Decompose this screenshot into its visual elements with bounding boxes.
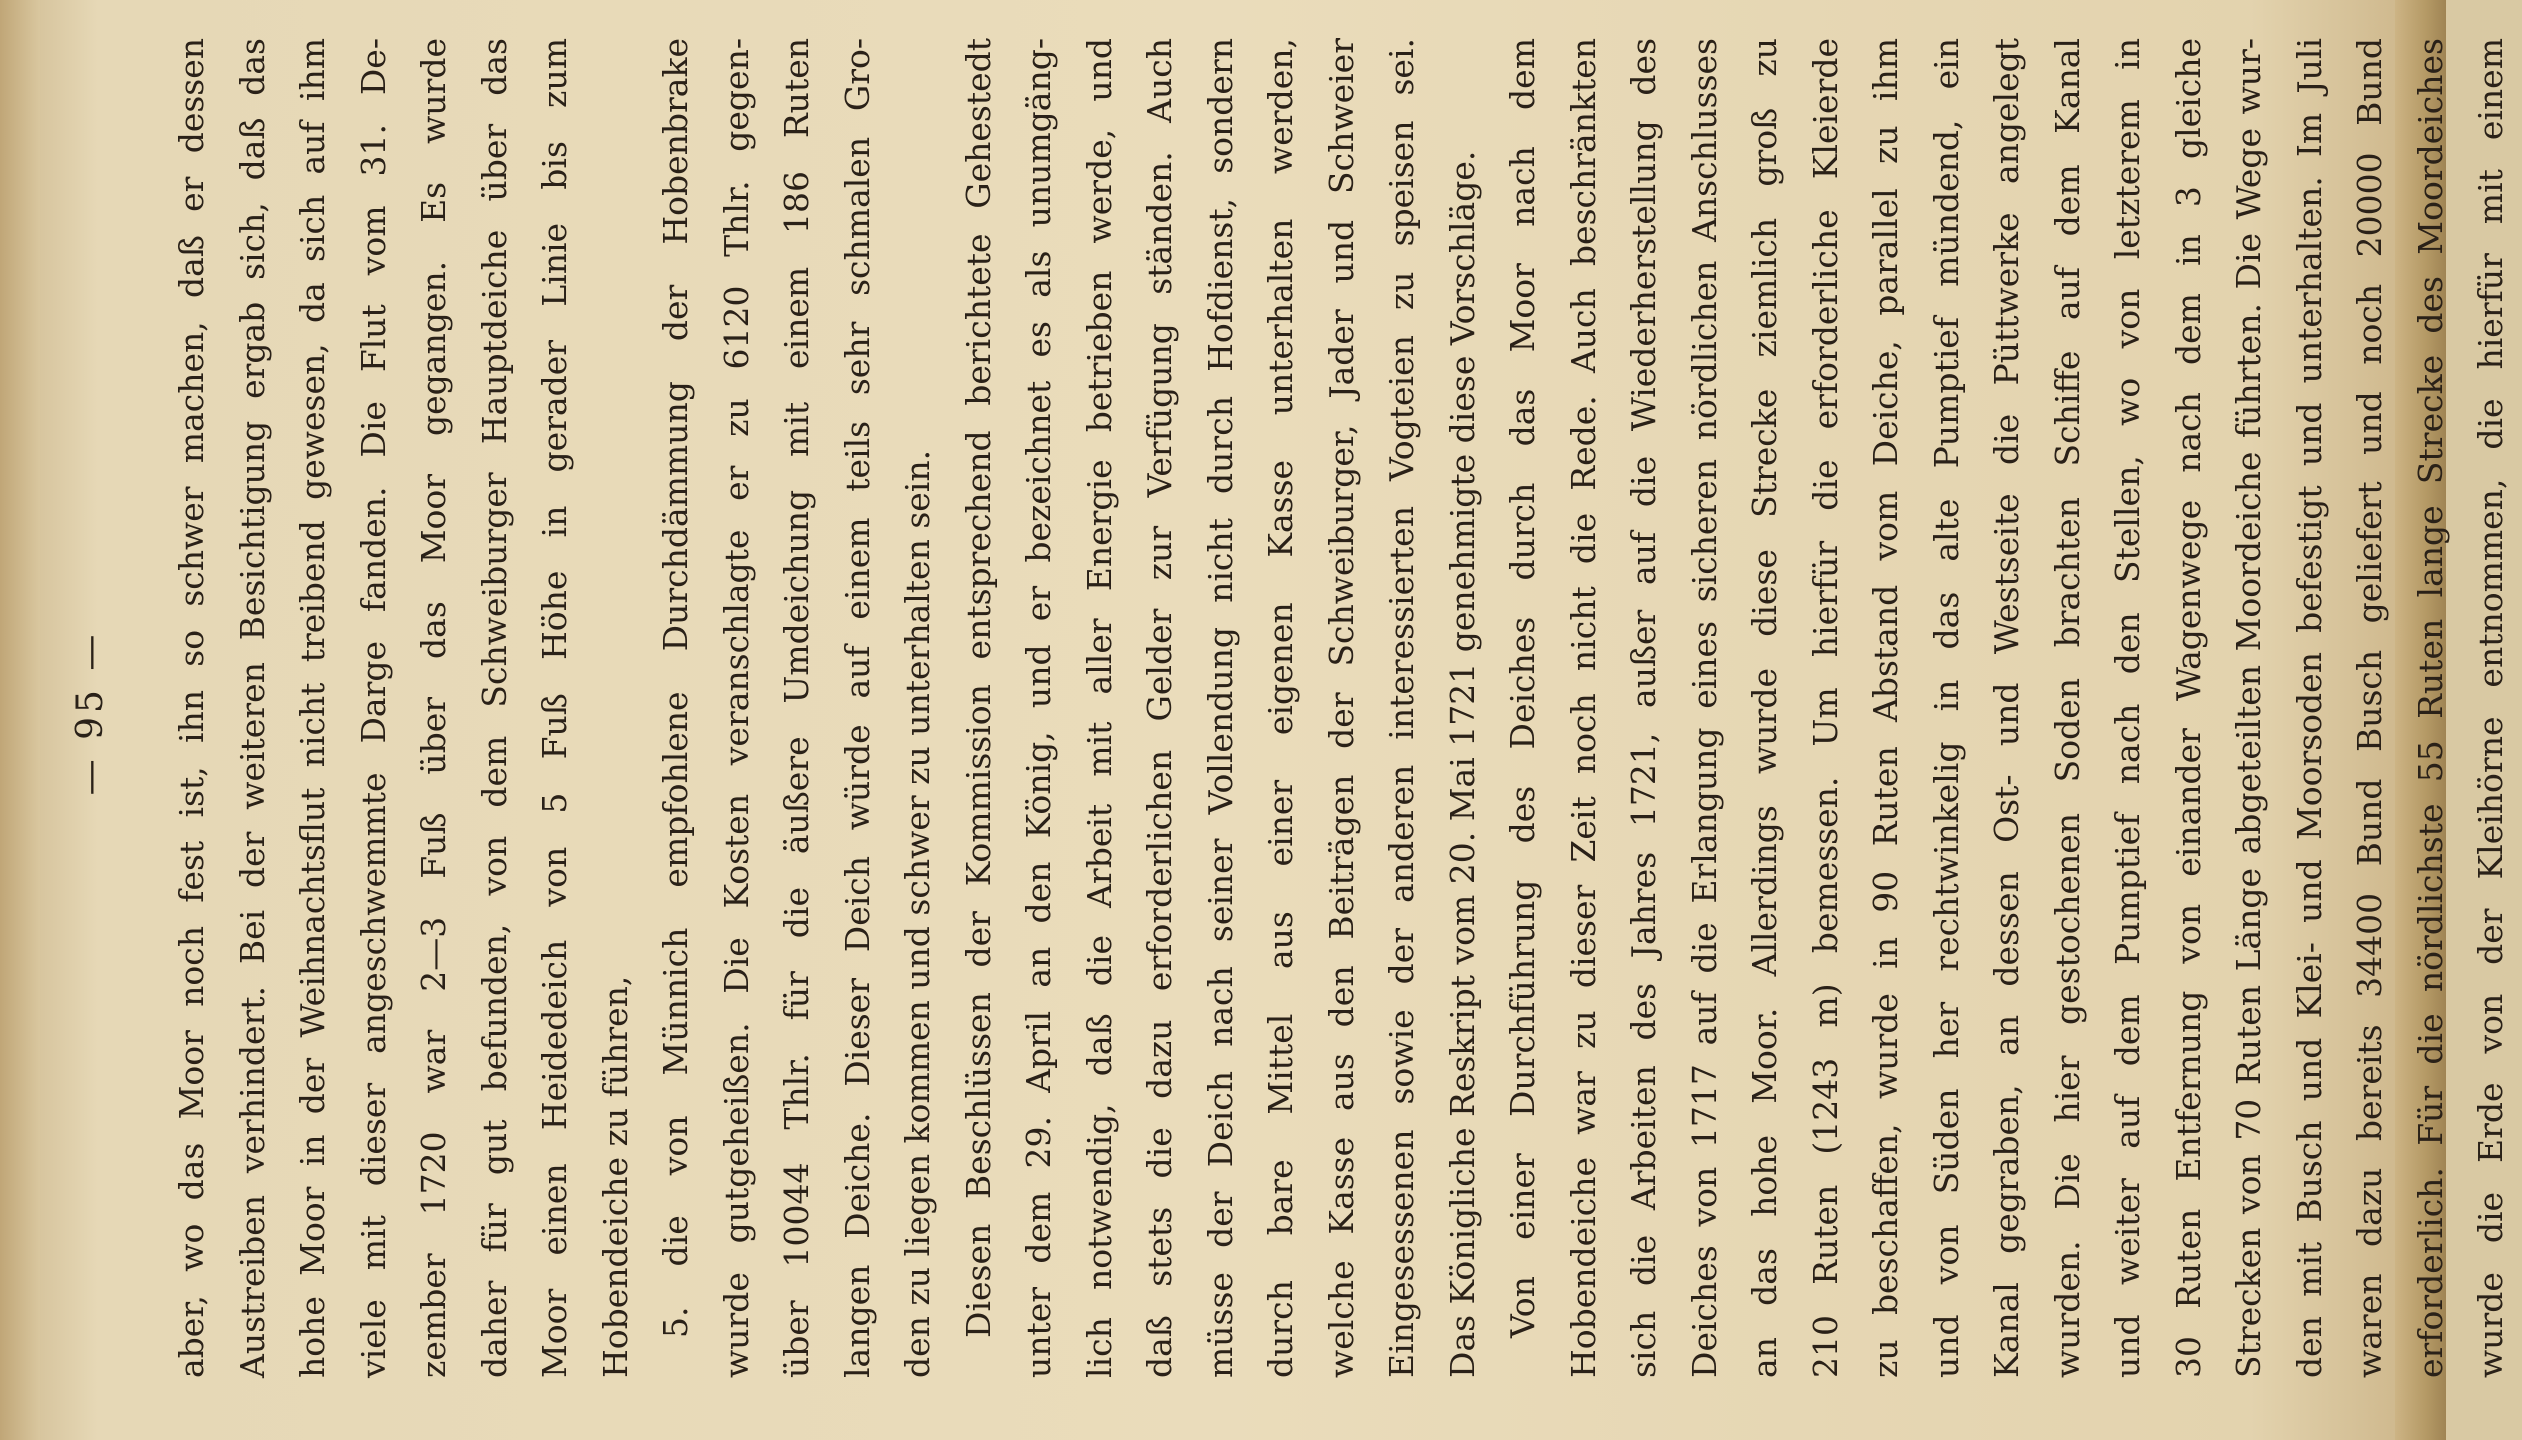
text-line: Von einer Durchführung des Deiches durch das Moor nach dem — [1503, 38, 1542, 1338]
text-line: über 10044 Thlr. für die äußere Umdeichung mit einem 186 Ruten — [777, 38, 816, 1378]
text-line: an das hohe Moor. Allerdings wurde diese Strecke ziemlich groß zu — [1745, 38, 1784, 1378]
page-number: — 95 — — [70, 630, 111, 796]
text-line: 30 Ruten Entfernung von einander Wagenwege nach dem in 3 gleiche — [2168, 38, 2208, 1378]
text-line: den mit Busch und Klei- und Moorsoden befestigt und unterhalten. Im Juli — [2289, 38, 2329, 1378]
text-line: lich notwendig, daß die Arbeit mit aller Energie betrieben werde, und — [1079, 38, 1119, 1378]
text-line: wurde gutgeheißen. Die Kosten veranschlagte er zu 6120 Thlr. gegen- — [716, 38, 756, 1378]
text-line: unter dem 29. April an den König, und er bezeichnet es als unumgäng- — [1019, 38, 1058, 1378]
text-line: Moor einen Heidedeich von 5 Fuß Höhe in gerader Linie bis zum — [535, 38, 574, 1378]
text-line: und weiter auf dem Pumptief nach den Stellen, wo von letzterem in — [2108, 38, 2147, 1378]
text-line: Austreiben verhindert. Bei der weiteren Besichtigung ergab sich, daß das — [232, 38, 272, 1378]
text-line: aber, wo das Moor noch fest ist, ihn so schwer machen, daß er dessen — [172, 38, 211, 1378]
text-line: Strecken von 70 Ruten Länge abgeteilten Moordeiche führten. Die Wege wur- — [2229, 38, 2268, 1378]
text-line: 5. die von Münnich empfohlene Durchdämmung der Hobenbrake — [656, 38, 695, 1338]
text-line: sich die Arbeiten des Jahres 1721, außer auf die Wiederherstellung des — [1624, 38, 1663, 1378]
text-line: daher für gut befunden, von dem Schweiburger Hauptdeiche über das — [474, 38, 514, 1378]
text-line: 210 Ruten (1243 m) bemessen. Um hierfür die erforderliche Kleierde — [1805, 38, 1845, 1378]
rotated-text-block — [70, 8, 2510, 1418]
text-line: wurden. Die hier gestochenen Soden brachten Schiffe auf dem Kanal — [2047, 38, 2087, 1378]
text-line: zu beschaffen, wurde in 90 Ruten Abstand vom Deiche, parallel zu ihm — [1866, 38, 1905, 1378]
text-line: durch bare Mittel aus einer eigenen Kasse unterhalten werden, — [1261, 38, 1300, 1378]
text-line: Diesen Beschlüssen der Kommission entsprechend berichtete Gehestedt — [958, 38, 998, 1338]
text-line: langen Deiche. Dieser Deich würde auf einem teils sehr schmalen Gro- — [837, 38, 877, 1378]
text-line: Deiches von 1717 auf die Erlangung eines sicheren nördlichen Anschlusses — [1684, 38, 1724, 1378]
text-line: den zu liegen kommen und schwer zu unterhalten sein. — [898, 449, 937, 1378]
body-text — [162, 38, 2522, 1378]
text-line: und von Süden her rechtwinkelig in das alte Pumptief mündend, ein — [1926, 38, 1966, 1378]
text-line: Eingesessenen sowie der anderen interessierten Vogteien zu speisen sei. — [1382, 38, 1421, 1378]
text-line: waren dazu bereits 34400 Bund Busch geliefert und noch 20000 Bund — [2350, 38, 2389, 1378]
text-line: hohe Moor in der Weihnachtsflut nicht treibend gewesen, da sich auf ihm — [293, 38, 332, 1378]
text-line: viele mit dieser angeschwemmte Darge fanden. Die Flut vom 31. De- — [353, 38, 393, 1378]
text-line: Hobendeiche zu führen, — [595, 975, 635, 1378]
text-line: Hobendeiche war zu dieser Zeit noch nicht die Rede. Auch beschränkten — [1563, 38, 1603, 1378]
text-line: Das Königliche Reskript vom 20. Mai 1721 genehmigte diese Vorschläge. — [1442, 150, 1482, 1378]
text-line: Kanal gegraben, an dessen Ost- und Westseite die Püttwerke angelegt — [1987, 38, 2026, 1378]
text-line: wurde die Erde von der Kleihörne entnommen, die hierfür mit einem — [2471, 38, 2510, 1378]
text-line: müsse der Deich nach seiner Vollendung nicht durch Hofdienst, sondern — [1200, 38, 1240, 1378]
text-line: zember 1720 war 2—3 Fuß über das Moor gegangen. Es wurde — [414, 38, 453, 1378]
text-line: daß stets die dazu erforderlichen Gelder zur Verfügung ständen. Auch — [1140, 38, 1179, 1378]
text-line: welche Kasse aus den Beiträgen der Schweiburger, Jader und Schweier — [1321, 38, 1361, 1378]
text-line: erforderlich. Für die nördlichste 55 Ruten lange Strecke des Moordeiches — [2410, 38, 2450, 1378]
page-edge-shadow — [0, 0, 40, 1440]
